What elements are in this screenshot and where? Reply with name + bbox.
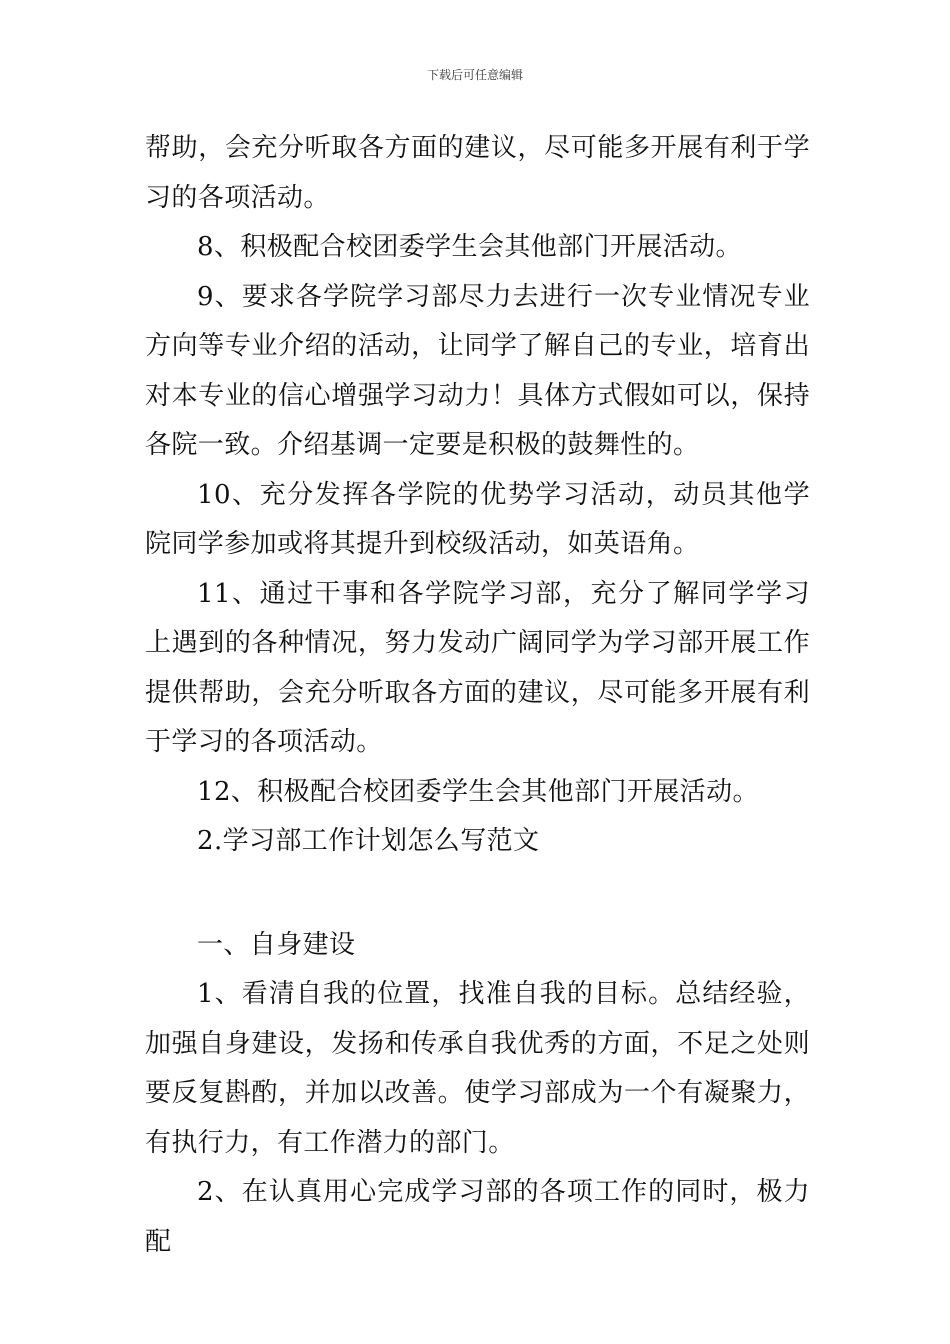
- paragraph-continuation: 帮助，会充分听取各方面的建议，尽可能多开展有利于学习的各项活动。: [145, 133, 810, 213]
- subsection-heading-self-building: 一、自身建设: [197, 929, 356, 960]
- document-body: [145, 124, 810, 1267]
- blank-line: [145, 867, 810, 921]
- paragraph-item-11: 11、通过干事和各学院学习部，充分了解同学学习上遇到的各种情况，努力发动广阔同学为学习部开展工作提供帮助，会充分听取各方面的建议，尽可能多开展有利于学习的各项活动。: [145, 578, 810, 757]
- paragraph-point-2: 2、在认真用心完成学习部的各项工作的同时，极力配: [145, 1177, 810, 1257]
- paragraph-item-12: 12、积极配合校团委学生会其他部门开展活动。: [197, 776, 759, 807]
- page-header-note: 下载后可任意编辑: [426, 68, 523, 82]
- paragraph-item-10: 10、充分发挥各学院的优势学习活动，动员其他学院同学参加或将其提升到校级活动，如英语角。: [145, 479, 810, 559]
- paragraph-point-1: 1、看清自我的位置，找准自我的目标。总结经验，加强自身建设，发扬和传承自我优秀的方面，不足之处则要反复斟酌，并加以改善。使学习部成为一个有凝聚力，有执行力，有工作潜力的部门。: [145, 979, 810, 1158]
- section-heading-2: 2.学习部工作计划怎么写范文: [197, 826, 540, 856]
- paragraph-item-9: 9、要求各学院学习部尽力去进行一次专业情况专业方向等专业介绍的活动，让同学了解自己的专业，培育出对本专业的信心增强学习动力！具体方式假如可以，保持各院一致。介绍基调一定要是积极的鼓舞性的。: [145, 281, 810, 460]
- paragraph-item-8: 8、积极配合校团委学生会其他部门开展活动。: [197, 232, 742, 262]
